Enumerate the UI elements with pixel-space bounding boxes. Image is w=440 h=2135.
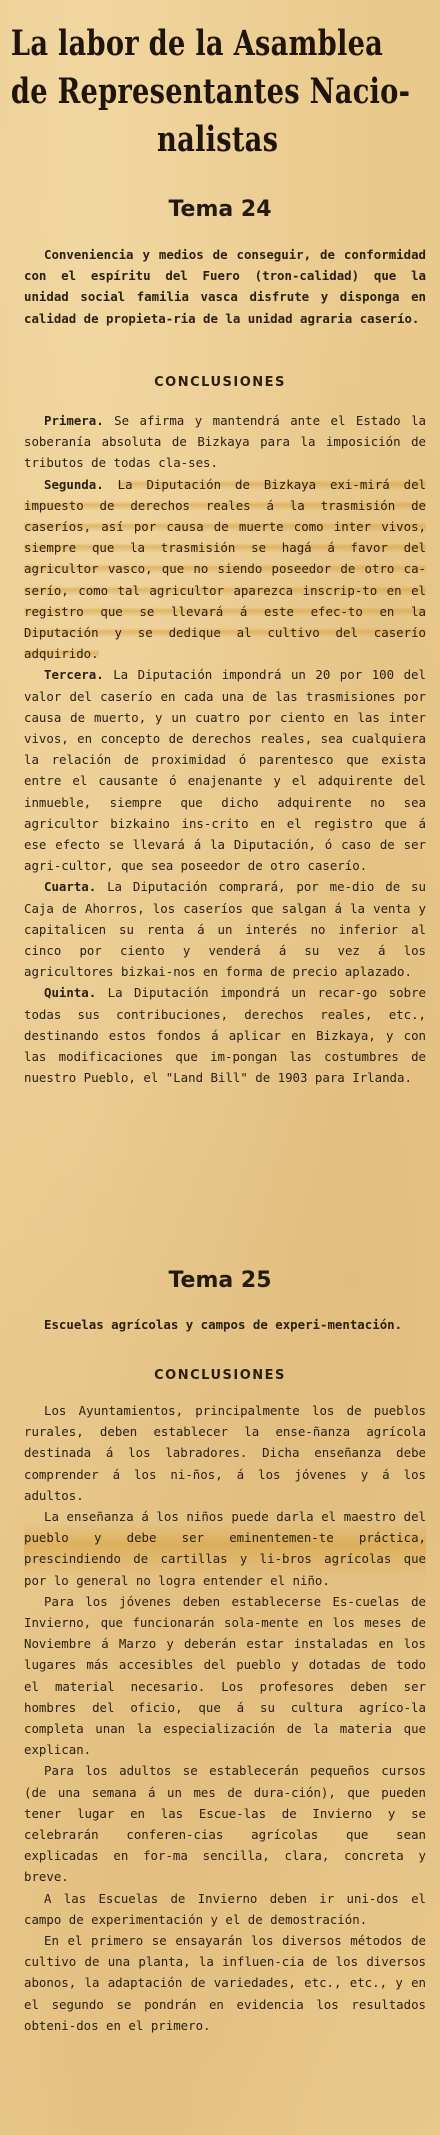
tema-24-conclusiones-wrap (0, 375, 440, 390)
tema-24-title: Tema 24 (168, 197, 272, 222)
tema-24-body (0, 410, 440, 1089)
tema-24-paragraph (24, 474, 426, 665)
tema-24-conclusiones-heading: CONCLUSIONES (154, 375, 286, 390)
tema-24-paragraph (24, 664, 426, 876)
tema-24-paragraph (24, 876, 426, 982)
paragraph-text: La Diputación de Bizkaya exi-mirá del impuesto de derechos reales á la trasmisión de caseríos, así por causa de muerte como inter vivos, siempre que la trasmisión se hagá á favor del agricultor vasco, que no siendo poseedor de otro ca-serío, como tal agricultor aparezca inscrip-to en el registro que se llevará á este efec-to en la Diputación y se dedique al cultivo del caserío adquirido. (24, 476, 426, 662)
headline (0, 0, 432, 164)
tema-25-body (0, 1400, 440, 2036)
paragraph-lead: Cuarta. (44, 879, 97, 895)
paragraph-lead: Segunda. (44, 476, 104, 492)
tema-25-paragraph: En el primero se ensayarán los diversos métodos de cultivo de una planta, la influen-cia de los diversos abonos, la adaptación de variedades, etc., etc., y en el segundo se pondrán en evidencia los resultados obteni-dos en el primero. (24, 1933, 426, 2033)
headline-line-1: La labor de la Asamblea (10, 23, 384, 64)
tema-24-intro (24, 244, 426, 329)
tema-24-heading-wrap (0, 197, 440, 222)
paragraph-lead: Primera. (44, 413, 104, 428)
tema-25-paragraph: Para los jóvenes deben establecerse Es-cuelas de Invierno, que funcionarán sola-mente en los meses de Noviembre á Marzo y deberán estar instaladas en los lugares más accesibles del pueblo y dotadas de todo el material necesario. Los profesores deben ser hombres del oficio, que á su cultura agríco-la completa unan la especialización de la materia que explican. (24, 1593, 426, 1758)
tema-25-intro-text: Escuelas agrícolas y campos de experi-mentación. (44, 1317, 403, 1332)
tema-25-paragraph: La enseñanza á los niños puede darla el maestro del pueblo y debe ser eminentemen-te práctica, prescindiendo de cartillas y li-bros agrícolas que por lo general no logra entender el niño. (24, 1506, 426, 1591)
tema-25-paragraph: A las Escuelas de Invierno deben ir uni-dos el campo de experimentación y el de demostración. (24, 1890, 426, 1927)
tema-25-paragraph: Los Ayuntamientos, principalmente los de pueblos rurales, deben establecer la ense-ñanza agrícola destinada á los labradores. Dicha enseñanza debe comprender á los ni-ños, á los jóvenes y á los adultos. (24, 1403, 426, 1503)
paragraph-text: La Diputación impondrá un recar-go sobre todas sus contribuciones, derechos reales, etc., destinando estos fondos á aplicar en Bizkaya, y con las modificaciones que im-pongan las costumbres de nuestro Pueblo, el "Land Bill" de 1903 para Irlanda. (24, 985, 426, 1086)
paragraph-lead: Quinta. (44, 985, 97, 1001)
headline-line-3: nalistas (157, 119, 279, 160)
tema-24-intro-text: Conveniencia y medios de conseguir, de conformidad con el espíritu del Fuero (tron-calidad) que la unidad social familia vasca disfrute y disponga en calidad de propieta-ria de la unidad agraria caserío. (24, 247, 426, 326)
tema-25-conclusiones-heading: CONCLUSIONES (154, 1368, 286, 1383)
tema-25-heading-wrap (0, 1268, 440, 1293)
paragraph-text: La Diputación impondrá un 20 por 100 del valor del caserío en cada una de las trasmisiones por causa de muerto, y un cuatro por ciento en las inter vivos, en concepto de derechos reales, sea cualquiera la relación de proximidad ó parentesco que exista entre el causante ó enajenante y el adquirente del inmueble, siempre que dicho adquirente no sea agricultor bizkaino ins-crito en el registro que á ese efecto se llevará á la Diputación, ó caso de ser agri-cultor, que sea poseedor de otro caserío. (24, 667, 426, 874)
tema-25-intro-wrap (0, 1314, 440, 1335)
paragraph-text: La Diputación comprará, por me-dio de su Caja de Ahorros, los caseríos que salgan á la venta y capitalicen su renta á un interés no inferior al cinco por ciento y venderá á su vez á los agricultores bizkai-nos en forma de precio aplazado. (24, 879, 426, 980)
tema-25-paragraph: Para los adultos se establecerán pequeños cursos (de una semana á un mes de dura-ción), que pueden tener lugar en las Escue-las de Invierno y se celebrarán conferen-cias agrícolas que sean explicadas en for-ma sencilla, clara, concreta y breve. (24, 1763, 426, 1885)
paragraph-lead: Tercera. (44, 667, 104, 683)
tema-25-title: Tema 25 (168, 1268, 272, 1293)
tema-24-paragraph (24, 982, 426, 1088)
tema-24-intro-wrap (0, 244, 440, 329)
headline-line-2: de Representantes Nacio- (10, 71, 411, 112)
tema-25-intro (24, 1314, 426, 1335)
paragraph-text: Se afirma y mantendrá ante el Estado la soberanía absoluta de Bizkaya para la imposición de tributos de todas cla-ses. (24, 413, 426, 471)
tema-25-conclusiones-wrap (0, 1368, 440, 1383)
tema-24-paragraph (24, 410, 426, 474)
